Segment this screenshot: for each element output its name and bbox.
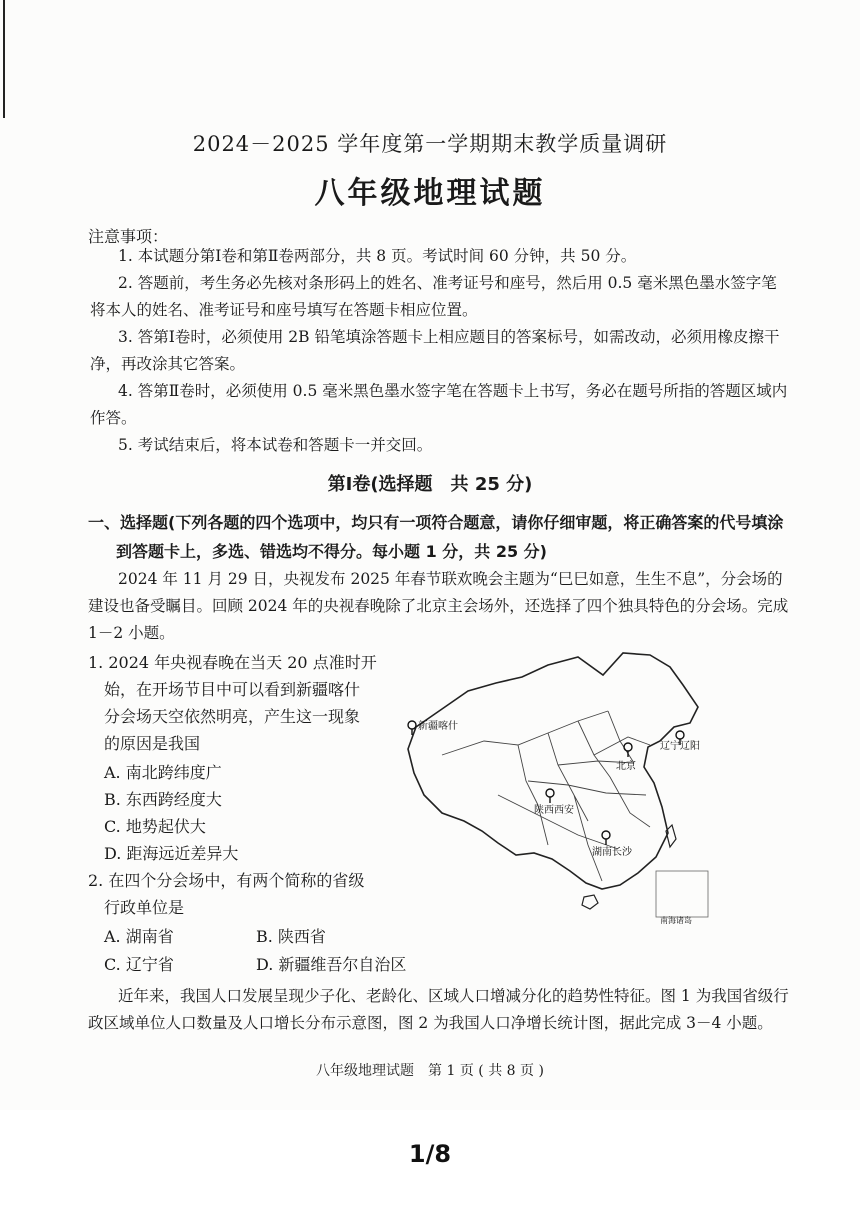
page-indicator: 1/8	[408, 1140, 452, 1168]
china-outline	[408, 653, 698, 889]
question-2-option-c: C. 辽宁省	[104, 955, 174, 974]
map-label-liaoyang: 辽宁辽阳	[660, 741, 700, 752]
pin-kashgar-icon	[408, 721, 416, 735]
question-1-option-a: A. 南北跨纬度广	[104, 763, 222, 782]
question-2-line: 行政单位是	[104, 898, 185, 917]
question-1-line: 分会场天空依然明亮，产生这一现象	[104, 707, 361, 726]
map-label-islands: 南海诸岛	[660, 916, 692, 925]
question-1-line: 的原因是我国	[104, 734, 201, 753]
question-2-option-a: A. 湖南省	[104, 927, 174, 946]
note-item: 3. 答第Ⅰ卷时，必须使用 2B 铅笔填涂答题卡上相应题目的答案标号，如需改动，必须用橡皮擦干净，再改涂其它答案。	[90, 328, 780, 373]
scan-edge	[3, 0, 5, 118]
map-label-xian: 陕西西安	[534, 805, 574, 816]
pin-beijing-icon	[624, 743, 632, 757]
question-2-line: 2. 在四个分会场中，有两个简称的省级	[88, 871, 365, 890]
exam-header: 2024－2025 学年度第一学期期末教学质量调研	[192, 132, 668, 156]
note-item: 5. 考试结束后，将本试卷和答题卡一并交回。	[118, 436, 433, 454]
passage-1: 2024 年 11 月 29 日，央视发布 2025 年春节联欢晚会主题为“巳巳如意，生生不息”，分会场的建设也备受瞩目。回顾 2024 年的央视春晚除了北京主会场外，还选择了四个独具特色的分会场。完成 1－2 小题。	[88, 570, 789, 642]
pin-xian-icon	[546, 789, 554, 803]
south-china-sea-inset	[656, 871, 708, 917]
question-1-option-b: B. 东西跨经度大	[104, 790, 222, 809]
question-1-option-d: D. 距海远近差异大	[104, 844, 239, 863]
section-title: 第Ⅰ卷(选择题 共 25 分)	[327, 474, 533, 495]
note-item: 4. 答第Ⅱ卷时，必须使用 0.5 毫米黑色墨水签字笔在答题卡上书写，务必在题号所指的答题区域内作答。	[90, 382, 788, 427]
choice-instructions: 一、选择题(下列各题的四个选项中，均只有一项符合题意，请你仔细审题，将正确答案的代号填涂到答题卡上，多选、错选均不得分。每小题 1 分，共 25 分)	[88, 513, 784, 561]
page-footer: 八年级地理试题 第 1 页 ( 共 8 页 )	[316, 1063, 544, 1079]
passage-2: 近年来，我国人口发展呈现少子化、老龄化、区域人口增减分化的趋势性特征。图 1 为我国省级行政区域单位人口数量及人口增长分布示意图，图 2 为我国人口净增长统计图，据此完成 3－4 小题。	[88, 987, 789, 1032]
china-map	[398, 645, 728, 930]
hainan-island	[582, 895, 598, 909]
question-1-line: 始，在开场节目中可以看到新疆喀什	[104, 680, 361, 699]
map-label-beijing: 北京	[616, 761, 636, 772]
map-label-kashgar: 新疆喀什	[418, 721, 458, 732]
question-1-option-c: C. 地势起伏大	[104, 817, 206, 836]
question-2-option-b: B. 陕西省	[256, 927, 326, 946]
map-label-changsha: 湖南长沙	[592, 847, 632, 858]
question-2-option-d: D. 新疆维吾尔自治区	[256, 955, 407, 974]
notes-heading: 注意事项：	[88, 227, 169, 246]
pin-changsha-icon	[602, 831, 610, 845]
exam-title: 八年级地理试题	[314, 176, 546, 211]
china-map-svg	[398, 645, 728, 930]
note-item: 2. 答题前，考生务必先核对条形码上的姓名、准考证号和座号，然后用 0.5 毫米黑色墨水签字笔将本人的姓名、准考证号和座号填写在答题卡相应位置。	[90, 274, 777, 319]
question-1-line: 1. 2024 年央视春晚在当天 20 点准时开	[88, 653, 377, 672]
note-item: 1. 本试题分第Ⅰ卷和第Ⅱ卷两部分，共 8 页。考试时间 60 分钟，共 50 分。	[118, 247, 637, 265]
